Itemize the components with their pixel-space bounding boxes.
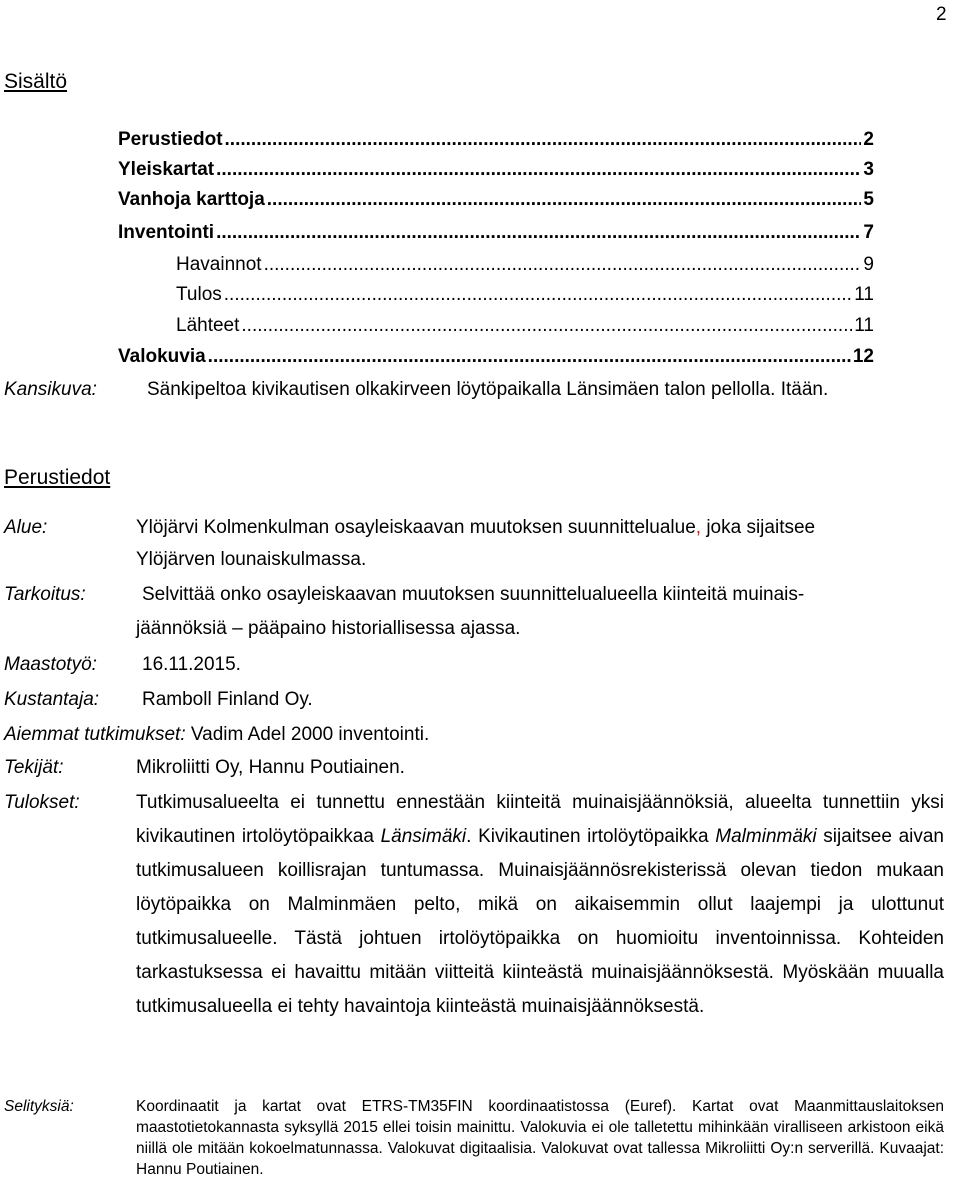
- toc-entry-page: 2: [863, 129, 874, 150]
- toc-entry-title: Valokuvia: [118, 346, 206, 367]
- toc-entry-tulos[interactable]: [176, 280, 874, 310]
- fieldwork-value: 16.11.2015.: [142, 654, 241, 675]
- results-text: [136, 786, 944, 1024]
- cover-image-label: Kansikuva:: [4, 379, 97, 400]
- fieldwork-label: Maastotyö:: [4, 654, 97, 675]
- toc-entry-page: 11: [854, 284, 874, 305]
- toc-entry-vanhoja-karttoja[interactable]: [118, 185, 874, 215]
- purpose-value-line2: jäännöksiä – pääpaino historiallisessa ajassa.: [136, 618, 521, 639]
- area-text-part: joka sijaitsee: [701, 517, 816, 538]
- toc-leader: [216, 155, 861, 185]
- toc-entry-title: Vanhoja karttoja: [118, 189, 265, 210]
- toc-entry-inventointi[interactable]: [118, 218, 874, 248]
- toc-entry-title: Lähteet: [176, 315, 240, 336]
- toc-entry-title: Perustiedot: [118, 129, 223, 150]
- toc-leader: [241, 311, 852, 341]
- results-label: Tulokset:: [4, 792, 80, 813]
- toc-leader: [224, 280, 853, 310]
- toc-entry-valokuvia[interactable]: [118, 342, 874, 372]
- results-place-lansimaki: Länsimäki: [380, 826, 467, 847]
- toc-entry-title: Yleiskartat: [118, 159, 215, 180]
- cover-image-caption: Sänkipeltoa kivikautisen olkakirveen löytöpaikalla Länsimäen talon pellolla. Itään.: [147, 379, 829, 400]
- purpose-label: Tarkoitus:: [4, 584, 86, 605]
- area-comma: ,: [695, 517, 702, 538]
- basic-info-heading: Perustiedot: [4, 466, 111, 489]
- area-value: [136, 516, 815, 540]
- purpose-value-line1: Selvittää onko osayleiskaavan muutoksen suunnittelualueella kiinteitä muinais-: [142, 584, 805, 605]
- page-number: 2: [936, 4, 947, 25]
- area-value-line2: Ylöjärven lounaiskulmassa.: [136, 549, 367, 570]
- toc-entry-title: Tulos: [176, 284, 222, 305]
- notes-label: Selityksiä:: [4, 1098, 74, 1115]
- toc-entry-page: 9: [863, 254, 874, 275]
- toc-entry-havainnot[interactable]: [176, 250, 874, 280]
- toc-entry-page: 5: [863, 189, 874, 210]
- toc-leader: [267, 185, 862, 215]
- prior-research: [4, 723, 429, 747]
- toc-entry-page: 7: [863, 222, 874, 243]
- funder-label: Kustantaja:: [4, 689, 100, 710]
- toc-leader: [264, 250, 862, 280]
- authors-value: Mikroliitti Oy, Hannu Poutiainen.: [136, 757, 405, 778]
- toc-entry-perustiedot[interactable]: [118, 125, 874, 155]
- notes-text: Koordinaatit ja kartat ovat ETRS-TM35FIN koordinaatistossa (Euref). Kartat ovat Maanmittauslaitoksen maastotietokannasta syksyllä 2015 ellei toisin mainittu. Valokuvia ei ole talletettu mihinkään viralliseen arkistoon eikä niillä ole mitään kokoelmatunnassa. Valokuvat digitaalisia. Valokuvat ovat tallessa Mikroliitti Oy:n serverillä. Kuvaajat: Hannu Poutiainen.: [136, 1098, 944, 1178]
- results-text-part: . Kivikautinen irtolöytöpaikka: [466, 826, 716, 847]
- toc-entry-yleiskartat[interactable]: [118, 155, 874, 185]
- results-text-part: Tutkimusalueelta ei tunnettu ennestään kiinteitä muinaisjäännöksiä, alueelta tunnettiin yksi kivikautinen irtolöytöpaikkaa: [136, 792, 944, 847]
- toc-entry-page: 12: [852, 346, 874, 367]
- toc-entry-page: 11: [854, 315, 874, 336]
- results-place-malminmaki: Malminmäki: [715, 826, 817, 847]
- results-text-part: sijaitsee aivan tutkimusalueen koillisrajan tuntumassa. Muinaisjäännösrekisterissä olevan tiedon mukaan löytöpaikka on Malminmäen pelto, mikä on aikaisemmin ollut laajempi ja ulottunut tutkimusalueelle. Tästä johtuen irtolöytöpaikka on huomioitu inventoinnissa. Kohteiden tarkastuksessa ei havaittu mitään viitteitä kiinteästä muinaisjäännöksestä. Myöskään muualla tutkimusalueella ei tehty havaintoja kiinteästä muinaisjäännöksestä.: [136, 826, 945, 1017]
- authors-label: Tekijät:: [4, 757, 64, 778]
- area-text-part: Ylöjärvi Kolmenkulman osayleiskaavan muutoksen suunnittelualue: [136, 517, 696, 538]
- toc-entry-title: Havainnot: [176, 254, 262, 275]
- toc-entry-page: 3: [863, 159, 874, 180]
- toc-entry-title: Inventointi: [118, 222, 215, 243]
- funder-value: Ramboll Finland Oy.: [142, 689, 313, 710]
- toc-leader: [216, 218, 861, 248]
- toc-leader: [208, 342, 851, 372]
- toc-leader: [225, 125, 862, 155]
- area-label: Alue:: [4, 517, 48, 538]
- toc-entry-lahteet[interactable]: [176, 311, 874, 341]
- prior-research-value: Vadim Adel 2000 inventointi.: [190, 724, 430, 745]
- toc-heading: Sisältö: [4, 70, 68, 93]
- prior-research-label: Aiemmat tutkimukset:: [4, 724, 186, 745]
